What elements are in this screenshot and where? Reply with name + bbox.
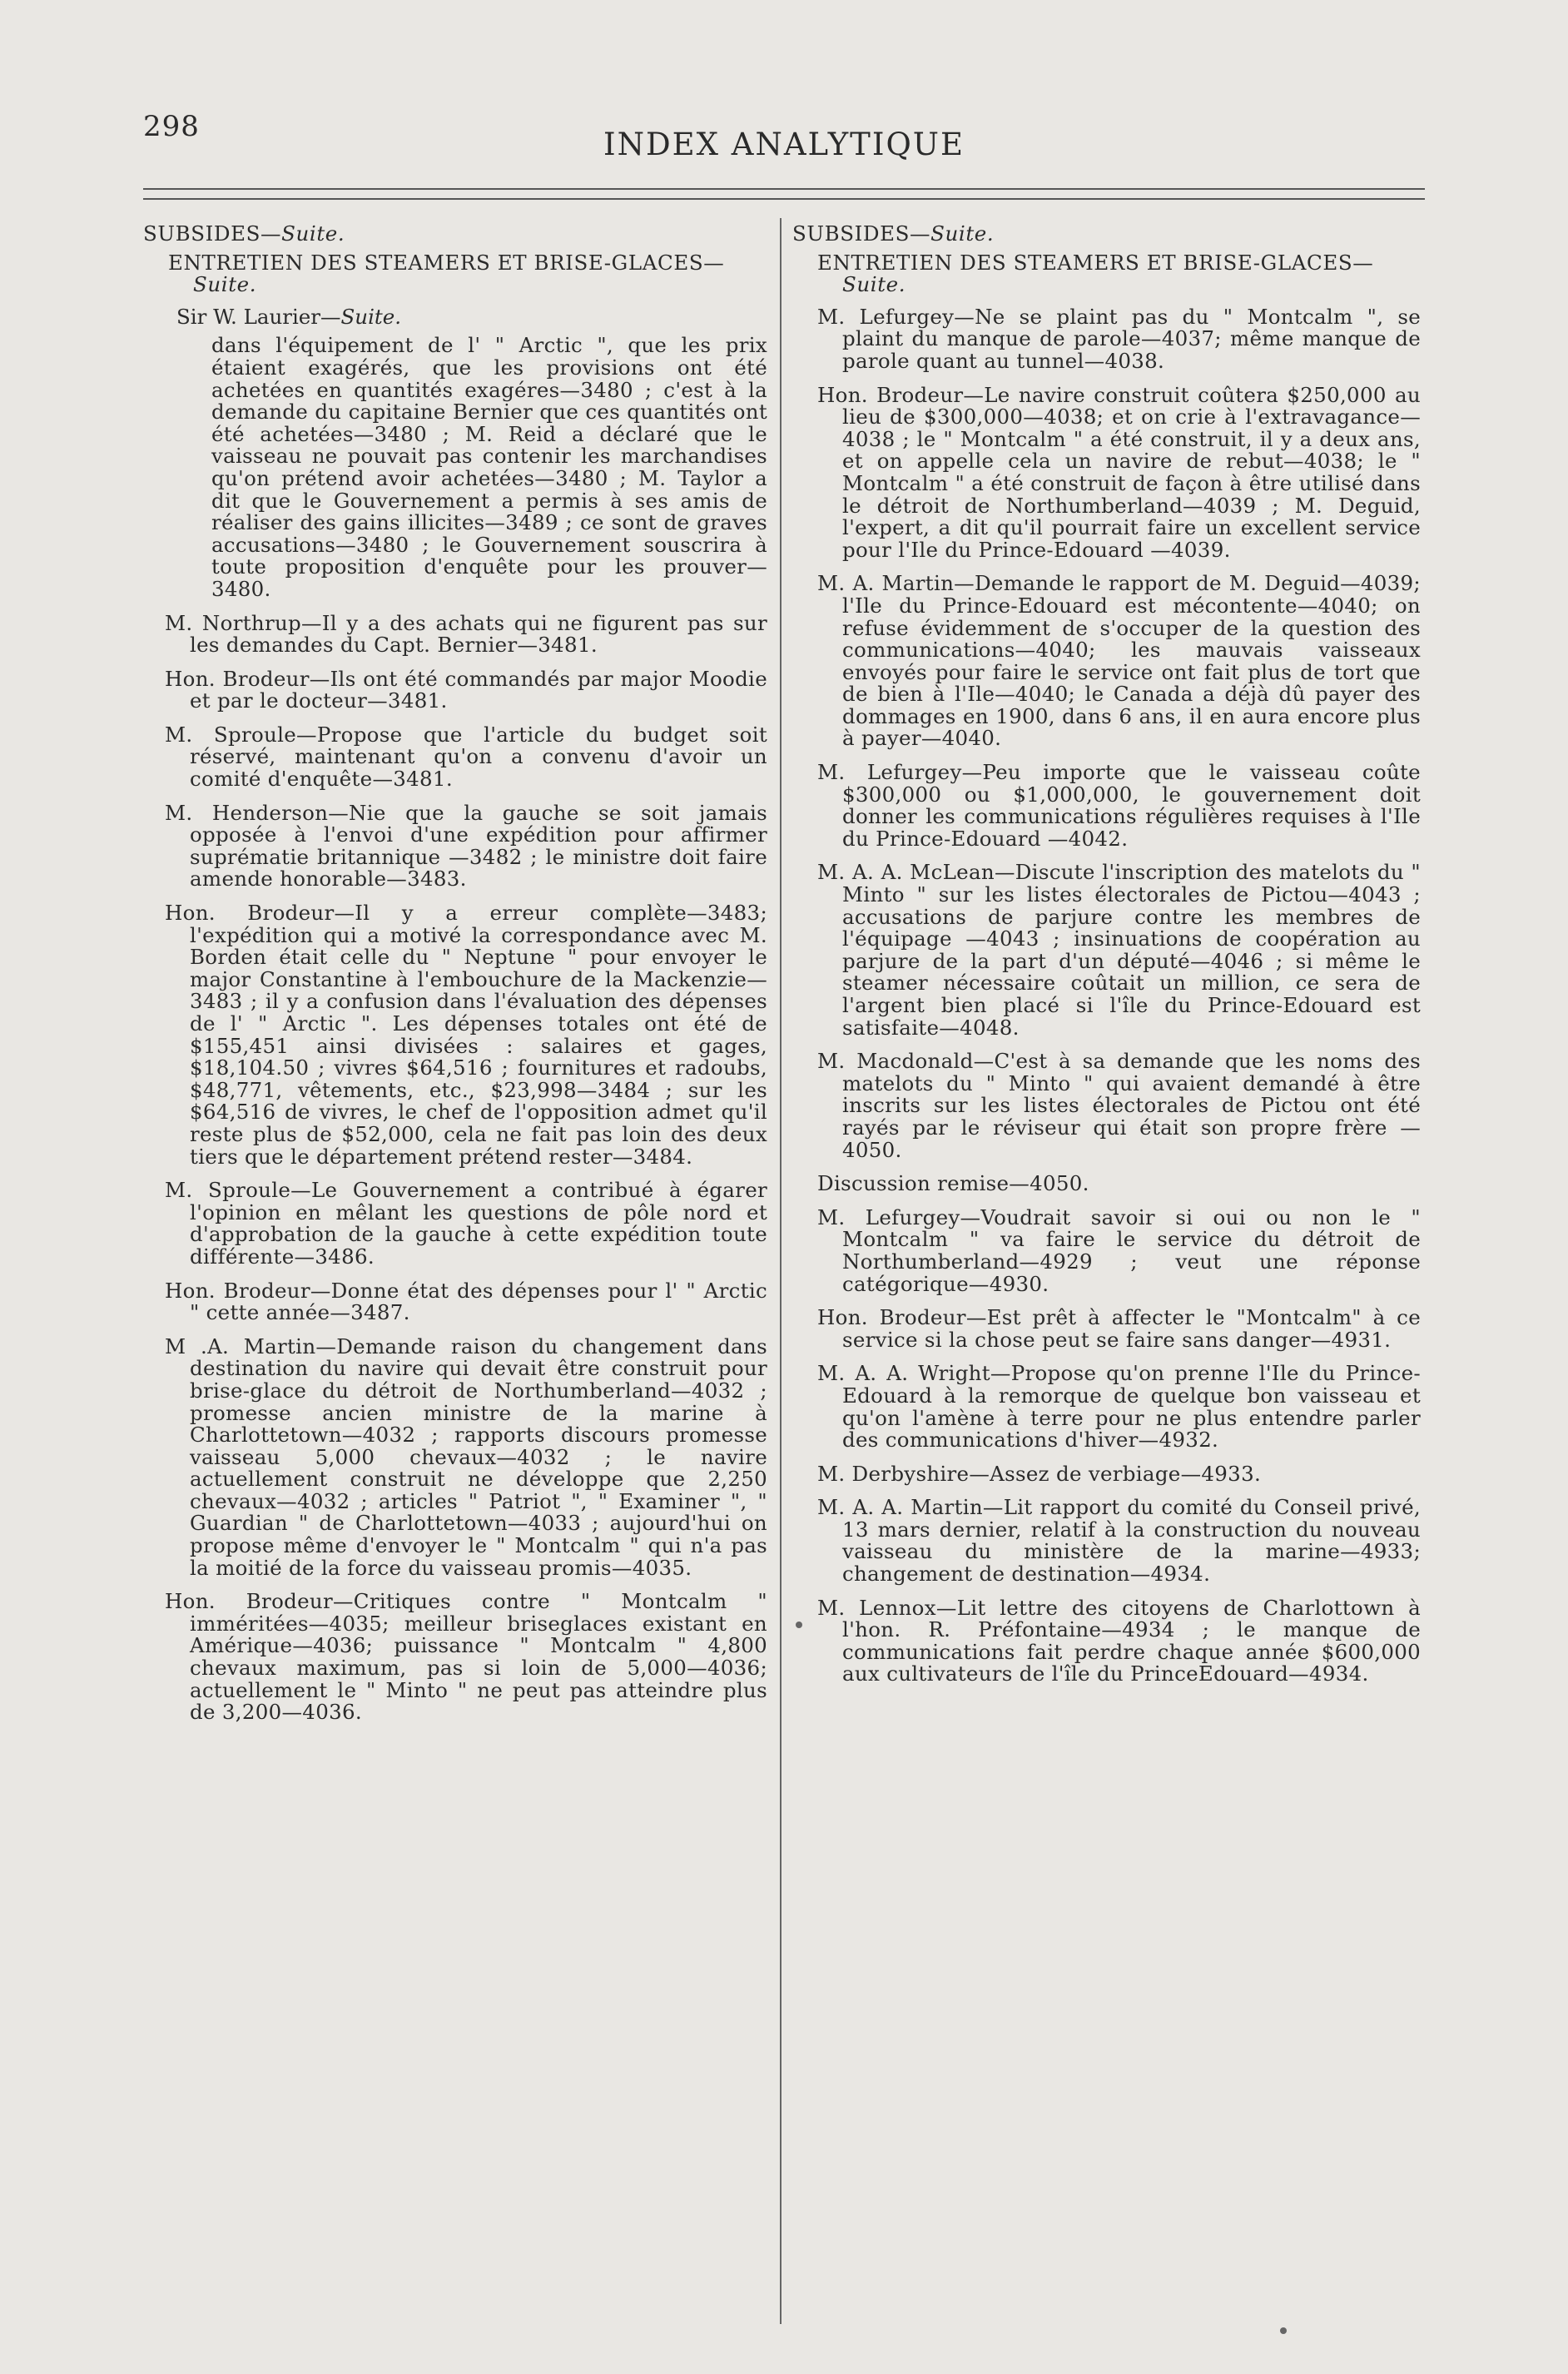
running-title: INDEX ANALYTIQUE [603, 127, 965, 162]
subsection-heading: ENTRETIEN DES STEAMERS ET BRISE-GLACES—Suite. [817, 250, 1374, 297]
index-entry: Hon. Brodeur—Il y a erreur complète—3483; l'expédition qui a motivé la correspondance avec M. Borden était celle du " Neptune " pour envoyer le major Constantine à l'embouchure de la Mackenzie—3483 ; il y a confusion dans l'évaluation des dépenses de l' " Arctic ". Les dépenses totales ont été de $155,451 ainsi divisées : salaires et gages, $18,104.50 ; vivres $64,516 ; fournitures et radoubs, $48,771, vêtements, etc., $23,998—3484 ; sur les $64,516 de vivres, le chef de l'opposition admet qu'il reste plus de $52,000, cela ne fait pas loin des deux tiers que le département prétend rester—3484. [165, 901, 767, 1169]
index-entry: M. A. A. Martin—Lit rapport du comité du Conseil privé, 13 mars dernier, relatif à la construction du nouveau vaisseau du ministère de la marine—4933; changement de destination—4934. [817, 1495, 1421, 1587]
index-entry: M .A. Martin—Demande raison du changement dans destination du navire qui devait être construit pour brise-glace du détroit de Northumberland—4032 ; promesse ancien ministre de la marine à Charlottetown—4032 ; rapports discours promesse vaisseau 5,000 chevaux—4032 ; le navire actuellement construit ne développe que 2,250 chevaux—4032 ; articles " Patriot ", " Examiner ", " Guardian " de Charlottetown—4033 ; aujourd'hui on propose même d'envoyer le " Montcalm " qui n'a pas la moitié de la force du vaisseau promis—4035. [165, 1334, 767, 1580]
right-column [792, 223, 1421, 1697]
index-entry: M. Derbyshire—Assez de verbiage—4933. [817, 1461, 1262, 1486]
header-rule-top [143, 188, 1425, 190]
index-entry: M. Lefurgey—Ne se plaint pas du " Montcalm ", se plaint du manque de parole—4037; même manque de parole quant au tunnel—4038. [817, 304, 1421, 373]
index-entry: M. Lefurgey—Peu importe que le vaisseau coûte $300,000 ou $1,000,000, le gouvernement doit donner les communications régulières requises à l'Ile du Prince-Edouard —4042. [817, 760, 1421, 851]
index-entry: Hon. Brodeur—Ils ont été commandés par major Moodie et par le docteur—3481. [165, 666, 767, 713]
index-entry: Hon. Brodeur—Est prêt à affecter le "Montcalm" à ce service si la chose peut se faire sans danger—4931. [817, 1305, 1421, 1352]
ink-speck [796, 1622, 802, 1628]
index-entry: M. Lefurgey—Voudrait savoir si oui ou non le " Montcalm " va faire le service du détroit de Northumberland—4929 ; veut une réponse catégorique—4930. [817, 1204, 1421, 1296]
subsection-heading: ENTRETIEN DES STEAMERS ET BRISE-GLACES—Suite. [168, 250, 725, 297]
index-entry: dans l'équipement de l' " Arctic ", que les prix étaient exagérés, que les provisions ont été achetées en quantités exagéres—3480 ; c'est à la demande du capitaine Bernier que ces quantités ont été achetées—3480 ; M. Reid a déclaré que le vaisseau ne pouvait pas contenir les marchandises qu'on prétend avoir achetées—3480 ; M. Taylor a dit que le Gouvernement a permis à ses amis de réaliser des gains illicites—3489 ; ce sont de graves accusations—3480 ; le Gouvernement souscrira à toute proposition d'enquête pour les prouver—3480. [211, 333, 767, 601]
index-entry: M. A. A. McLean—Discute l'inscription des matelots du " Minto " sur les listes électorales de Pictou—4043 ; accusations de parjure contre les membres de l'équipage —4043 ; insinuations de coopération au parjure de la part d'un député—4046 ; si même le steamer nécessaire coûtait un million, ce sera de l'argent bien placé si l'île du Prince-Edouard est satisfaite—4048. [817, 860, 1421, 1040]
index-entry: Discussion remise—4050. [817, 1171, 1089, 1196]
index-entry: M. Northrup—Il y a des achats qui ne figurent pas sur les demandes du Capt. Bernier—3481. [165, 610, 767, 658]
index-entry: M. Henderson—Nie que la gauche se soit jamais opposée à l'envoi d'une expédition pour affirmer suprématie britannique —3482 ; le ministre doit faire amende honorable—3483. [165, 800, 767, 891]
section-heading: SUBSIDES—Suite. [792, 221, 995, 246]
index-entry: M. Sproule—Le Gouvernement a contribué à égarer l'opinion en mêlant les questions de pôle nord et d'approbation de la gauche à cette expédition toute différente—3486. [165, 1178, 767, 1269]
index-entry: Hon. Brodeur—Donne état des dépenses pour l' " Arctic " cette année—3487. [165, 1278, 767, 1325]
column-divider [780, 218, 782, 2324]
index-entry: M. A. Martin—Demande le rapport de M. Deguid—4039; l'Ile du Prince-Edouard est mécontente—4040; on refuse évidemment de s'occuper de la question des communications—4040; les mauvais vaisseaux envoyés pour faire le service ont fait plus de tort que de bien à l'Ile—4040; le Canada a déjà dû payer des dommages en 1900, dans 6 ans, il en aura encore plus à payer—4040. [817, 571, 1421, 751]
index-entry: M. Sproule—Propose que l'article du budget soit réservé, maintenant qu'on a convenu d'avoir un comité d'enquête—3481. [165, 722, 767, 792]
speaker-heading: Sir W. Laurier—Suite. [176, 304, 402, 329]
page-number: 298 [143, 110, 200, 143]
ink-speck [1280, 2327, 1287, 2334]
left-column [143, 223, 767, 1736]
header-rule-bottom [143, 198, 1425, 200]
index-entry: Hon. Brodeur—Critiques contre " Montcalm " imméritées—4035; meilleur briseglaces existant en Amérique—4036; puissance " Montcalm " 4,800 chevaux maximum, pas si loin de 5,000—4036; actuellement le " Minto " ne peut pas atteindre plus de 3,200—4036. [165, 1589, 767, 1725]
index-entry: M. Macdonald—C'est à sa demande que les noms des matelots du " Minto " qui avaient demandé à être inscrits sur les listes électorales de Pictou ont été rayés par le réviseur qui était son propre frère —4050. [817, 1049, 1421, 1162]
section-heading: SUBSIDES—Suite. [143, 221, 345, 246]
index-entry: M. A. A. Wright—Propose qu'on prenne l'Ile du Prince-Edouard à la remorque de quelque bon vaisseau et qu'on l'amène à terre pour ne plus entendre parler des communications d'hiver—4932. [817, 1361, 1421, 1453]
index-entry: M. Lennox—Lit lettre des citoyens de Charlottown à l'hon. R. Préfontaine—4934 ; le manque de communications fait perdre chaque année $600,000 aux cultivateurs de l'île du PrinceEdouard—4934. [817, 1595, 1421, 1686]
index-entry: Hon. Brodeur—Le navire construit coûtera $250,000 au lieu de $300,000—4038; et on crie à l'extravagance—4038 ; le " Montcalm " a été construit, il y a deux ans, et on appelle cela un navire de rebut—4038; le " Montcalm " a été construit de façon à être utilisé dans le détroit de Northumberland—4039 ; M. Deguid, l'expert, a dit qu'il pourrait faire un excellent service pour l'Ile du Prince-Edouard —4039. [817, 382, 1421, 562]
